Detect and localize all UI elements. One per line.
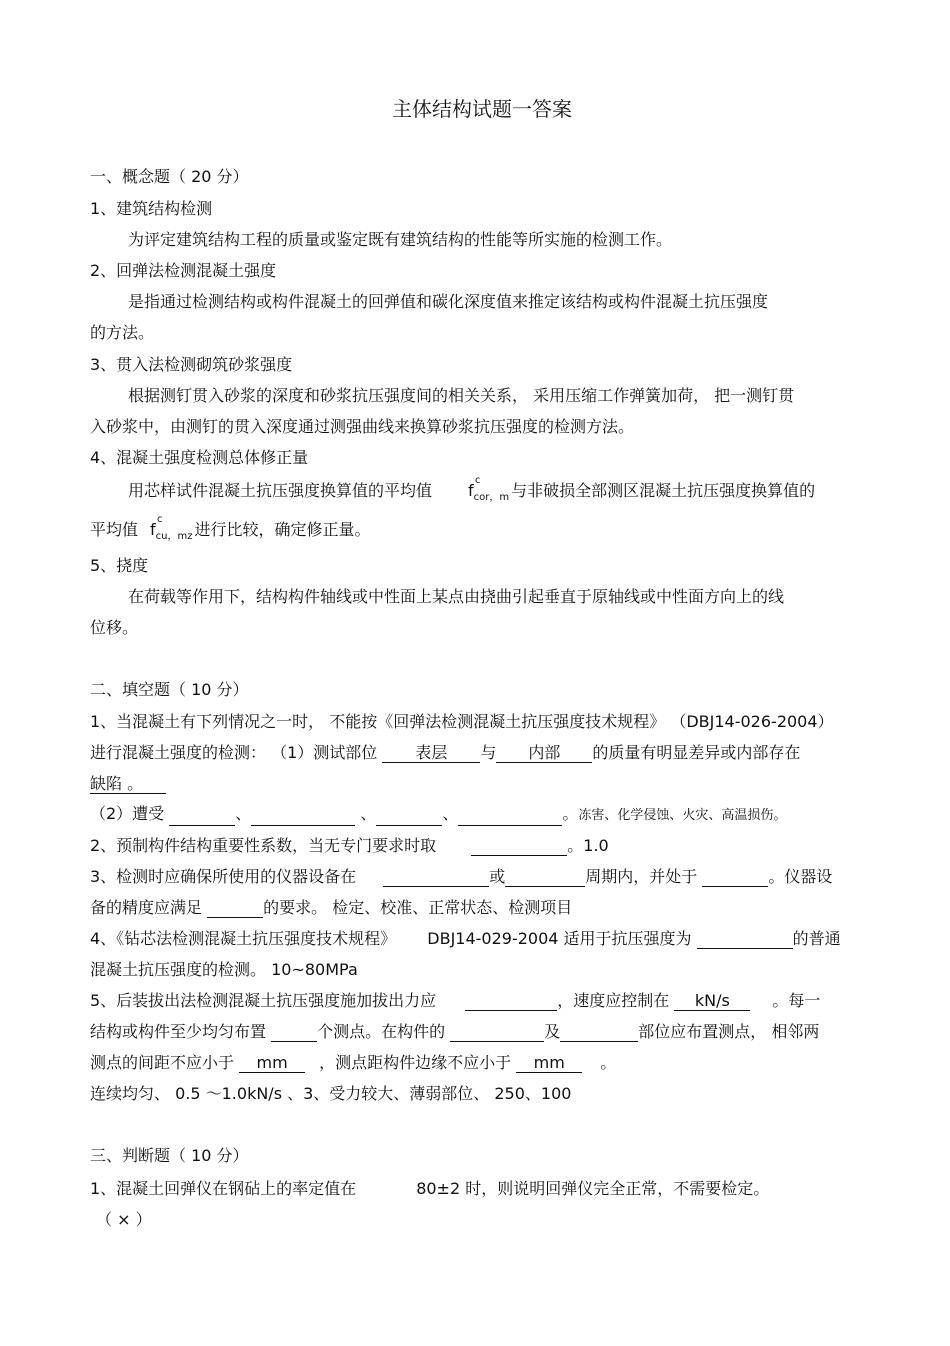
fill-4-line-1: 4、《钻芯法检测混凝土抗压强度技术规程》 DBJ14-029-2004 适用于抗压强度为 的普通 [90,929,841,948]
fill-5-blank-1 [465,991,557,1011]
fill-1-blank-surface: 表层 [382,743,480,763]
concept-4-body-line-1 [128,475,816,508]
fill-5-line-2: 结构或构件至少均匀布置 个测点。在构件的 及 部位应布置测点， 相邻两 [90,1022,820,1041]
fill-1-blank-5 [251,806,355,826]
fill-5-line-3: 测点的间距不应小于 mm ，测点距构件边缘不应小于 mm 。 [90,1053,617,1072]
concept-5-body-line-2: 位移。 [90,618,139,637]
concept-1-body: 为评定建筑结构工程的质量或鉴定既有建筑结构的性能等所实施的检测工作。 [128,230,673,249]
fill-1-line-1: 1、当混凝土有下列情况之一时， 不能按《回弹法检测混凝土抗压强度技术规程》 （DBJ14-026-2004） [90,712,834,731]
fill-5-answer: 连续均匀、 0.5 ～1.0kN/s 、3、受力较大、薄弱部位、 250、100 [90,1084,572,1103]
fill-5-text-a: 5、后装拔出法检测混凝土抗压强度施加拔出力应 [90,991,437,1010]
fill-1-blank-interior: 内部 [496,743,592,763]
concept-3-title: 3、贯入法检测砌筑砂浆强度 [90,355,293,374]
judge-1-line-1 [90,1179,769,1199]
fill-5-text-b: 结构或构件至少均匀布置 [90,1022,267,1041]
fill-1-blank-6 [376,806,442,826]
concept-3-body-line-2: 入砂浆中，由测钉的贯入深度通过测强曲线来换算砂浆抗压强度的检测方法。 [90,417,635,436]
fill-2-line [90,836,609,856]
section-2-heading: 二、填空题（ 10 分） [90,680,249,699]
fill-1-blank-7 [458,806,562,826]
formula-f-cu-mz: f c $_{cu,mz}$ [150,514,193,542]
fill-3-blank-4 [207,898,263,918]
fill-5-line-1: 5、后装拔出法检测混凝土抗压强度施加拔出力应 ，速度应控制在 kN/s 。每一 [90,991,821,1010]
section-1-heading: 一、概念题（ 20 分） [90,167,249,186]
fill-4-text-b: DBJ14-029-2004 适用于抗压强度为 [427,929,692,948]
fill-5-blank-3 [450,1022,544,1042]
fill-3-answer: 的要求。 检定、校准、正常状态、检测项目 [263,898,573,917]
fill-2-blank [471,836,567,856]
fill-5-blank-2 [271,1022,317,1042]
fill-1-line-2 [90,743,800,763]
concept-4-text-b: 与非破损全部测区混凝土抗压强度换算值的 [511,481,816,500]
concept-2-body-line-2: 的方法。 [90,323,155,342]
fill-3-text-b: 备的精度应满足 [90,898,203,917]
fill-2-text: 2、预制构件结构重要性系数，当无专门要求时取 [90,836,437,855]
concept-4-title: 4、混凝土强度检测总体修正量 [90,448,309,467]
fill-3-blank-1 [383,867,489,887]
concept-1-title: 1、建筑结构检测 [90,199,213,218]
fill-5-blank-4 [560,1022,638,1042]
fill-1-text-b: 与 [480,743,497,762]
fill-4-text-a: 4、《钻芯法检测混凝土抗压强度技术规程》 [90,929,397,948]
fill-5-blank-unit-mm-2: mm [516,1053,582,1073]
fill-3-blank-3 [702,867,768,887]
concept-4-body-line-2 [90,514,371,547]
fill-5-blank-unit-kn: kN/s [674,991,750,1011]
concept-5-title: 5、挠度 [90,556,149,575]
fill-1-line-3 [90,774,166,794]
concept-2-body-line-1: 是指通过检测结构或构件混凝土的回弹值和碳化深度值来推定该结构或构件混凝土抗压强度 [128,292,769,311]
fill-3-line-2 [90,898,572,918]
fill-4-blank [697,929,793,949]
judge-1-text-b: 80±2 时，则说明回弹仪完全正常，不需要检定。 [416,1179,770,1198]
page-title: 主体结构试题一答案 [392,97,572,121]
fill-4-line-2: 混凝土抗压强度的检测。 10~80MPa [90,960,358,979]
concept-5-body-line-1: 在荷载等作用下，结构构件轴线或中性面上某点由挠曲引起垂直于原轴线或中性面方向上的线 [128,587,785,606]
fill-2-answer: 。1.0 [567,836,609,855]
section-3-heading: 三、判断题（ 10 分） [90,1146,249,1165]
fill-1-answer: 冻害、化学侵蚀、火灾、高温损伤。 [578,808,787,823]
judge-1-answer: （ × ） [96,1210,152,1229]
fill-3-text-a: 3、检测时应确保所使用的仪器设备在 [90,867,357,886]
concept-4-text-a: 用芯样试件混凝土抗压强度换算值的平均值 [128,481,433,500]
concept-4-text-d: 进行比较，确定修正量。 [194,520,371,539]
judge-1-text-a: 1、混凝土回弹仪在钢砧上的率定值在 [90,1179,357,1198]
fill-1-text-d: （2）遭受 [90,804,165,823]
fill-3-line-1: 3、检测时应确保所使用的仪器设备在 或 周期内，并处于 。仪器设 [90,867,833,886]
formula-f-cor-m: f c $_{cor,m}$ [468,475,510,503]
concept-3-body-line-1: 根据测钉贯入砂浆的深度和砂浆抗压强度间的相关关系， 采用压缩工作弹簧加荷， 把一测钉贯 [128,386,795,405]
concept-4-text-c: 平均值 [90,520,139,539]
fill-3-blank-2 [505,867,585,887]
fill-5-blank-unit-mm-1: mm [239,1053,305,1073]
concept-2-title: 2、回弹法检测混凝土强度 [90,261,277,280]
fill-1-blank-4 [169,806,235,826]
fill-1-text-c: 的质量有明显差异或内部存在 [592,743,801,762]
fill-1-text-a: 进行混凝土强度的检测： （1）测试部位 [90,743,378,762]
fill-1-blank-defect: 缺陷 。 [90,774,166,794]
fill-5-text-c: 测点的间距不应小于 [90,1053,235,1072]
fill-1-line-4: （2）遭受 、 、 、 。冻害、化学侵蚀、火灾、高温损伤。 [90,804,786,826]
